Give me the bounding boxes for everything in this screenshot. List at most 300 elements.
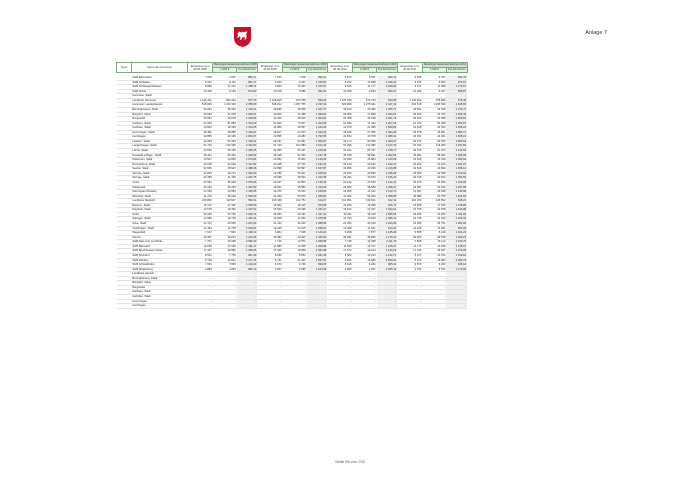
value-cell: 14 850 <box>257 126 282 131</box>
value-cell: 1 464,49 <box>377 130 398 135</box>
value-cell: 15 938 <box>422 190 446 195</box>
value-cell: 116 483 <box>422 144 446 149</box>
header-sub1-2: 1.000 € <box>353 68 377 73</box>
value-cell: 38 292 <box>213 107 237 112</box>
value-cell: 613,27 <box>307 199 328 204</box>
value-cell: 42 818 <box>422 107 446 112</box>
value-cell: 20 426 <box>257 117 282 122</box>
value-cell: 4 853 <box>188 267 213 272</box>
value-cell: - <box>397 285 422 290</box>
municipality-name: Pattensen, Stadt <box>131 158 187 163</box>
value-cell: 2 237,22 <box>307 103 328 108</box>
value-cell: - <box>257 285 282 290</box>
value-cell: 65 929 <box>213 194 237 199</box>
value-cell: 2 012,44 <box>307 144 328 149</box>
value-cell: 4 847 <box>257 267 282 272</box>
value-cell: 52 191 <box>397 144 422 149</box>
value-cell: 6 848 <box>397 76 422 80</box>
header-einnahmen-2: Bereinigte Gesamteinnahmen 2010 <box>354 63 397 66</box>
value-cell: 29 455 <box>188 176 213 181</box>
value-cell: 23 996 <box>422 180 446 185</box>
value-cell: 7 828 <box>397 240 422 245</box>
value-cell: 1 403,66 <box>237 117 258 122</box>
value-cell: 925,16 <box>446 263 467 268</box>
value-cell: 26 885 <box>213 130 237 135</box>
value-cell: - <box>446 281 467 286</box>
value-cell: 11 883 <box>257 244 282 249</box>
value-cell: 9 407 <box>283 80 307 85</box>
value-cell: 1 243,26 <box>307 126 328 131</box>
value-cell: 1 130,58 <box>446 190 467 195</box>
value-cell: 1 399,63 <box>307 112 328 117</box>
value-cell: 119 907 <box>213 199 237 204</box>
value-cell: 60 759 <box>422 194 446 199</box>
value-cell: 1 130,30 <box>307 180 328 185</box>
value-cell: 10 296 <box>397 89 422 94</box>
value-cell: - <box>283 295 307 300</box>
value-cell: 1 128 816 <box>257 98 282 103</box>
value-cell: 1 219,88 <box>377 167 398 172</box>
value-cell: 1 384,71 <box>446 130 467 135</box>
value-cell: - <box>188 272 213 277</box>
value-cell: 1 220,80 <box>377 85 398 90</box>
value-cell: - <box>257 94 282 99</box>
value-cell: 43 782 <box>422 112 446 117</box>
value-cell: 14 412 <box>213 85 237 90</box>
value-cell: - <box>307 295 328 300</box>
municipality-name: Wedemark <box>131 185 187 190</box>
value-cell: 1 145,67 <box>446 244 467 249</box>
value-cell: 45 328 <box>257 153 282 158</box>
value-cell: 7 009 <box>283 76 307 80</box>
value-cell: 10 013 <box>353 253 377 258</box>
header-sub1-3: 1.000 € <box>422 68 446 73</box>
value-cell: 14 368 <box>283 244 307 249</box>
value-cell: 27 899 <box>353 112 377 117</box>
value-cell: 1 441,27 <box>307 208 328 213</box>
value-cell: 22 803 <box>283 180 307 185</box>
value-cell: 18 517 <box>257 130 282 135</box>
value-cell: 29 061 <box>257 185 282 190</box>
value-cell: 216 866 <box>188 199 213 204</box>
value-cell: 13 747 <box>353 244 377 249</box>
value-cell: 1 208,89 <box>307 244 328 249</box>
value-cell: - <box>237 295 258 300</box>
value-cell: 22 878 <box>422 208 446 213</box>
value-cell: 9 075 <box>397 80 422 85</box>
value-cell: - <box>188 94 213 99</box>
value-cell: 4 806 <box>327 267 352 272</box>
municipality-name: Langenhagen, Stadt <box>131 144 187 149</box>
value-cell: 29 053 <box>327 185 352 190</box>
value-cell: 7 017 <box>188 231 213 236</box>
value-cell: 64 707 <box>353 149 377 154</box>
value-cell: - <box>327 285 352 290</box>
value-cell: 16 112 <box>422 240 446 245</box>
value-cell: 1 173,84 <box>446 267 467 272</box>
value-cell: 1 357 755 <box>283 103 307 108</box>
value-cell: 38 589 <box>353 185 377 190</box>
value-cell: 1 506,55 <box>377 212 398 217</box>
value-cell: 12 641 <box>213 258 237 263</box>
value-cell: 1 066,12 <box>377 217 398 222</box>
municipality-name: Gehrden, Stadt <box>131 295 187 300</box>
value-cell: - <box>237 94 258 99</box>
value-cell: 1 207,03 <box>377 121 398 126</box>
value-cell: 6 251 <box>213 76 237 80</box>
value-cell: 12 738 <box>213 226 237 231</box>
value-cell: - <box>377 276 398 281</box>
value-cell: 16 194 <box>422 217 446 222</box>
value-cell: - <box>213 94 237 99</box>
value-cell: - <box>397 304 422 309</box>
value-cell: 1 407,75 <box>237 176 258 181</box>
value-cell: 41 252 <box>257 194 282 199</box>
value-cell: 879,08 <box>307 203 328 208</box>
value-cell: 881,07 <box>237 76 258 80</box>
municipality-name: SGB Bruchhausen-Vilsen <box>131 249 187 254</box>
value-cell: 1 025,13 <box>377 267 398 272</box>
municipality-name: Springe, Stadt <box>131 176 187 181</box>
value-cell: - <box>446 304 467 309</box>
value-cell: 18 126 <box>283 203 307 208</box>
value-cell: 4 752 <box>397 267 422 272</box>
value-cell: 74 517 <box>283 121 307 126</box>
value-cell: 22 815 <box>327 171 352 176</box>
value-cell: 16 520 <box>257 208 282 213</box>
value-cell: 1 212,26 <box>237 235 258 240</box>
value-cell: 15 068 <box>213 240 237 245</box>
value-cell: - <box>422 299 446 304</box>
value-cell: 24 353 <box>327 222 352 227</box>
value-cell: 41 060 <box>327 194 352 199</box>
value-cell: 33 030 <box>397 212 422 217</box>
value-cell: 1 405,41 <box>237 139 258 144</box>
value-cell: 43 192 <box>283 212 307 217</box>
value-cell: - <box>257 281 282 286</box>
value-cell: 30 319 <box>353 222 377 227</box>
municipality-name: Weyhe <box>131 235 187 240</box>
value-cell: 6 651 <box>353 76 377 80</box>
value-cell: 14 065 <box>327 190 352 195</box>
value-cell: 18 678 <box>397 130 422 135</box>
value-cell: 29 136 <box>397 176 422 181</box>
municipality-name: Neustadt a.Rbge., Stadt <box>131 153 187 158</box>
value-cell: 1 264,62 <box>377 112 398 117</box>
value-cell: 6 873 <box>397 263 422 268</box>
value-cell: - <box>283 94 307 99</box>
municipality-name: Wagenfeld <box>131 231 187 236</box>
value-cell: 15 098 <box>353 203 377 208</box>
value-cell: 43 520 <box>188 149 213 154</box>
value-cell: - <box>377 94 398 99</box>
value-cell: 1 313,09 <box>237 121 258 126</box>
value-cell: 1 178,10 <box>377 235 398 240</box>
value-cell: 1 509,82 <box>377 126 398 131</box>
value-cell: - <box>422 276 446 281</box>
value-cell: - <box>237 276 258 281</box>
value-cell: 33 531 <box>397 107 422 112</box>
value-cell: 1 393,53 <box>446 176 467 181</box>
value-cell: 23 033 <box>353 180 377 185</box>
value-cell: 23 298 <box>283 208 307 213</box>
value-cell: 1 397,09 <box>446 185 467 190</box>
value-cell: 29 087 <box>397 185 422 190</box>
value-cell: - <box>353 304 377 309</box>
value-cell: - <box>397 295 422 300</box>
value-cell: - <box>422 272 446 277</box>
value-cell: 1 316,23 <box>307 130 328 135</box>
value-cell: 8 502 <box>327 253 352 258</box>
value-cell: - <box>397 272 422 277</box>
value-cell: 1 193,14 <box>307 162 328 167</box>
municipality-name: Landkreis Hameln <box>131 272 187 277</box>
value-cell: 16 333 <box>422 158 446 163</box>
value-cell: 12 980 <box>188 217 213 222</box>
value-cell: 34 790 <box>213 212 237 217</box>
value-cell: 1 195,23 <box>377 80 398 85</box>
value-cell: 952,07 <box>377 89 398 94</box>
value-cell: 1 165,07 <box>377 244 398 249</box>
value-cell: 29 559 <box>213 222 237 227</box>
value-cell: 40 632 <box>422 185 446 190</box>
value-cell: 9 202 <box>327 80 352 85</box>
value-cell: 1 096,65 <box>237 249 258 254</box>
header-sub2-0: € je Einwohner <box>238 68 257 71</box>
value-cell: 5 541 <box>422 267 446 272</box>
header-typ: Typus <box>117 63 132 73</box>
value-cell: 15 902 <box>283 158 307 163</box>
value-cell: 8 532 <box>257 253 282 258</box>
value-cell: - <box>446 299 467 304</box>
value-cell: 7 034 <box>188 263 213 268</box>
value-cell: - <box>397 290 422 295</box>
value-cell: 1 140,24 <box>307 231 328 236</box>
value-cell: 32 698 <box>422 171 446 176</box>
value-cell: 1 353,07 <box>307 139 328 144</box>
value-cell: 34 031 <box>188 107 213 112</box>
value-cell: 59 090 <box>353 139 377 144</box>
value-cell: 1 132 662 <box>397 98 422 103</box>
value-cell: 29 160 <box>188 185 213 190</box>
value-cell: - <box>283 290 307 295</box>
value-cell: 19 103 <box>353 249 377 254</box>
municipality-name: Stuhr <box>131 212 187 217</box>
municipality-name: Sulingen, Stadt <box>131 217 187 222</box>
value-cell: 1 180,04 <box>446 158 467 163</box>
value-cell: 1 068,59 <box>237 203 258 208</box>
revenue-table <box>116 62 607 309</box>
value-cell: 16 756 <box>397 208 422 213</box>
value-cell: 1 348,28 <box>377 171 398 176</box>
value-cell: - <box>422 285 446 290</box>
value-cell: 17 845 <box>422 203 446 208</box>
value-cell: 905,31 <box>377 263 398 268</box>
value-cell: 126 398 <box>213 144 237 149</box>
header-name: Name der Kommune <box>131 63 187 73</box>
value-cell: - <box>188 276 213 281</box>
value-cell: 1 621,79 <box>377 117 398 122</box>
value-cell: - <box>422 290 446 295</box>
value-cell: 1 368,95 <box>377 194 398 199</box>
value-cell: 1 041,59 <box>307 253 328 258</box>
value-cell: 1 305,25 <box>237 149 258 154</box>
value-cell: 2 111,79 <box>377 240 398 245</box>
value-cell: - <box>353 299 377 304</box>
value-cell: - <box>327 304 352 309</box>
value-cell: - <box>257 276 282 281</box>
value-cell: 6 954 <box>257 231 282 236</box>
value-cell: 29 294 <box>327 176 352 181</box>
value-cell: 30 049 <box>188 112 213 117</box>
municipality-name: Isernhagen <box>131 135 187 140</box>
value-cell: 1 430,98 <box>446 208 467 213</box>
value-cell: 8 561 <box>188 253 213 258</box>
value-cell: 1 129 975 <box>327 98 352 103</box>
value-cell: 10 702 <box>422 253 446 258</box>
value-cell: 1 120,26 <box>377 249 398 254</box>
value-cell: 7 748 <box>327 240 352 245</box>
value-cell: - <box>377 285 398 290</box>
value-cell: - <box>353 290 377 295</box>
municipality-name: Lehrte, Stadt <box>131 149 187 154</box>
municipality-name: Wunstorf, Stadt <box>131 194 187 199</box>
value-cell: 6 915 <box>327 263 352 268</box>
value-cell: 30 893 <box>353 171 377 176</box>
value-cell: - <box>283 299 307 304</box>
value-cell: 1 246,52 <box>237 153 258 158</box>
value-cell: 16 982 <box>422 258 446 263</box>
value-cell: 9 130 <box>213 89 237 94</box>
value-cell: 11 098 <box>422 85 446 90</box>
value-cell: 11 818 <box>327 244 352 249</box>
value-cell: 1 015,50 <box>307 80 328 85</box>
value-cell: 20 351 <box>188 180 213 185</box>
value-cell: 1 478,77 <box>377 149 398 154</box>
value-cell: 18 227 <box>422 249 446 254</box>
value-cell: 1 143,71 <box>377 190 398 195</box>
municipality-name: Burgwedel <box>131 117 187 122</box>
value-cell: 4 253 <box>213 267 237 272</box>
value-cell: 36 813 <box>213 235 237 240</box>
municipality-name: Landkreis Diepholz <box>131 199 187 204</box>
value-cell: 9 803 <box>257 85 282 90</box>
value-cell: 1 668,95 <box>307 240 328 245</box>
value-cell: 518 212 <box>257 103 282 108</box>
value-cell: 1 275,06 <box>237 180 258 185</box>
value-cell: - <box>327 299 352 304</box>
value-cell: 1 193,06 <box>446 180 467 185</box>
value-cell: 48 907 <box>213 167 237 172</box>
value-cell: 6 973 <box>257 263 282 268</box>
value-cell: 32 918 <box>213 162 237 167</box>
value-cell: 1 762,55 <box>307 135 328 140</box>
value-cell: - <box>188 285 213 290</box>
value-cell: 12 005 <box>188 244 213 249</box>
value-cell: 13 363 <box>283 85 307 90</box>
value-cell: 51 720 <box>257 144 282 149</box>
value-cell: 2 993,79 <box>446 258 467 263</box>
value-cell: 32 806 <box>327 167 352 172</box>
header-einnahmen-1: Bereinigte Gesamteinnahmen 2009 <box>284 63 327 66</box>
value-cell: 1 498,18 <box>237 167 258 172</box>
header-sub1-1: 1.000 € <box>283 68 307 73</box>
value-cell: 18 645 <box>327 130 352 135</box>
value-cell: 37 048 <box>213 112 237 117</box>
value-cell: 13 648 <box>422 244 446 249</box>
municipality-name: Ronnenberg, Stadt <box>131 162 187 167</box>
value-cell: 520 966 <box>327 103 352 108</box>
value-cell: 33 751 <box>422 222 446 227</box>
value-cell: 22 337 <box>353 208 377 213</box>
value-cell: 874,83 <box>237 89 258 94</box>
value-cell: 16 162 <box>353 190 377 195</box>
value-cell: 33 219 <box>283 222 307 227</box>
value-cell: - <box>446 285 467 290</box>
value-cell: 25 948 <box>213 180 237 185</box>
value-cell: - <box>377 304 398 309</box>
value-cell: - <box>237 281 258 286</box>
value-cell: 43 224 <box>327 149 352 154</box>
value-cell: 1 317,11 <box>307 212 328 217</box>
value-cell: 22 834 <box>327 135 352 140</box>
value-cell: 13 930 <box>397 158 422 163</box>
value-cell: 5 356 <box>283 267 307 272</box>
value-cell: 14 578 <box>327 126 352 131</box>
value-cell: 16 578 <box>188 208 213 213</box>
header-einwohner-2: Einwohner zum 30.06.2010 <box>327 63 352 73</box>
value-cell: 14 390 <box>213 244 237 249</box>
value-cell: 13 927 <box>188 158 213 163</box>
value-cell: - <box>257 304 282 309</box>
value-cell: 10 436 <box>188 89 213 94</box>
value-cell: 11 772 <box>397 244 422 249</box>
value-cell: - <box>327 295 352 300</box>
value-cell: 7 868 <box>213 263 237 268</box>
value-cell: - <box>188 281 213 286</box>
municipality-name: Wennigsen (Deister) <box>131 190 187 195</box>
value-cell: 1 140,30 <box>307 158 328 163</box>
value-cell: 23 031 <box>397 135 422 140</box>
value-cell: 10 339 <box>327 89 352 94</box>
value-cell: 9 545 <box>327 85 352 90</box>
value-cell: - <box>327 276 352 281</box>
value-cell: 1 262,22 <box>377 162 398 167</box>
value-cell: - <box>353 276 377 281</box>
value-cell: 43 215 <box>397 149 422 154</box>
value-cell: - <box>397 94 422 99</box>
value-cell: 1 205,71 <box>377 107 398 112</box>
value-cell: 1 220 336 <box>213 103 237 108</box>
value-cell: 22 825 <box>188 171 213 176</box>
municipality-name: SGB Barnstorf <box>131 244 187 249</box>
value-cell: 913,42 <box>377 226 398 231</box>
value-cell: 1 604,84 <box>446 194 467 199</box>
value-cell: 23 128 <box>327 162 352 167</box>
header-einwohner-3: Einwohner zum 30.06.2011 <box>397 63 422 73</box>
value-cell: 861,17 <box>237 80 258 85</box>
value-cell: - <box>237 272 258 277</box>
value-cell: 39 318 <box>353 212 377 217</box>
value-cell: - <box>446 290 467 295</box>
value-cell: - <box>283 304 307 309</box>
value-cell: 1 383,02 <box>446 222 467 227</box>
value-cell: 31 152 <box>422 162 446 167</box>
value-cell: 20 162 <box>327 180 352 185</box>
value-cell: 40 197 <box>257 139 282 144</box>
value-cell: - <box>188 295 213 300</box>
value-cell: 61 152 <box>422 149 446 154</box>
